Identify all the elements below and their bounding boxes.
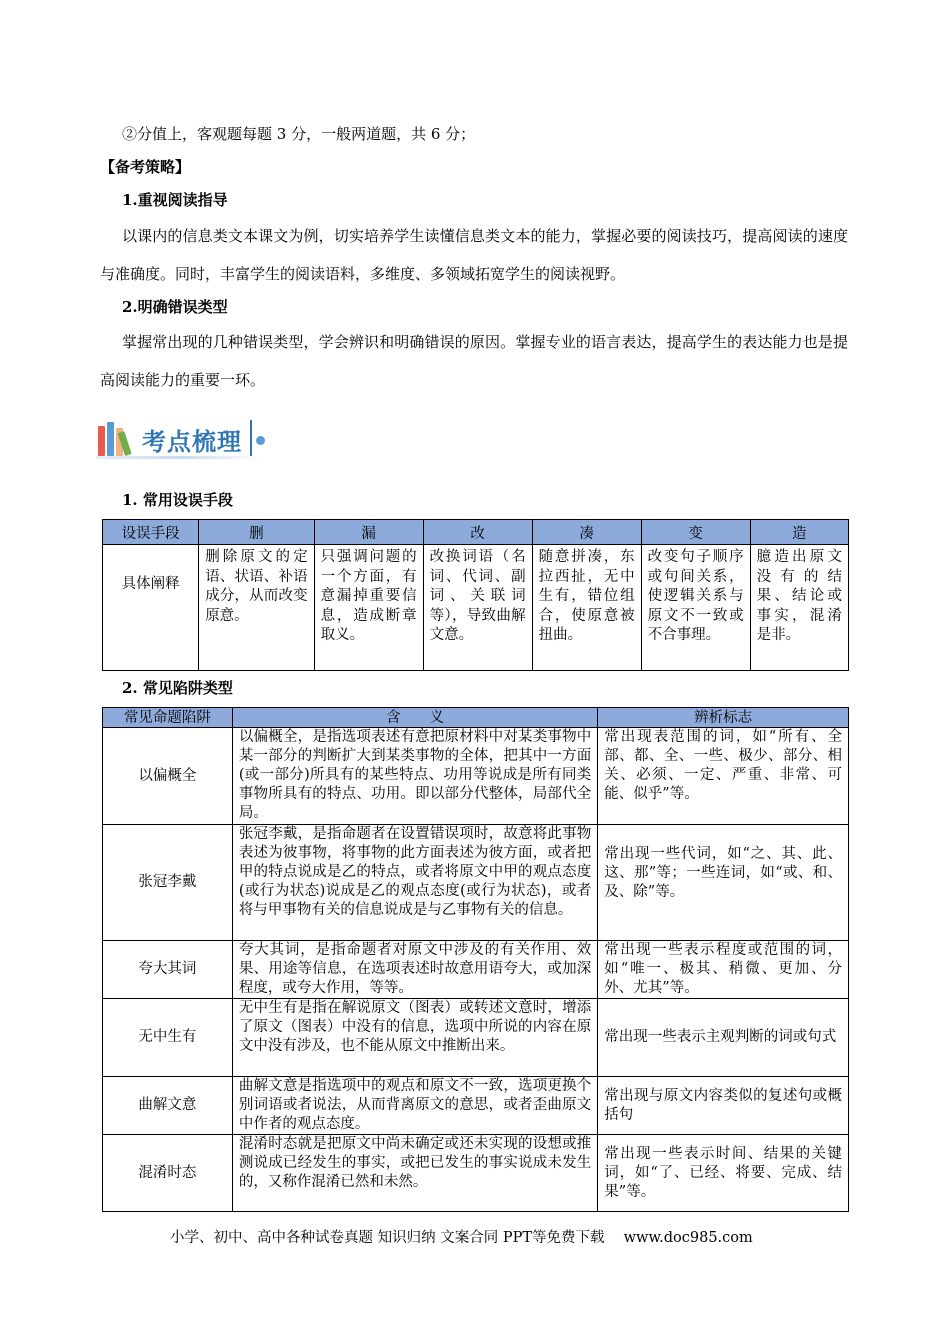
- section-body-1: 以课内的信息类文本课文为例，切实培养学生读懂信息类文本的能力，掌握必要的阅读技巧，提高阅读的速度与准确度。同时，丰富学生的阅读语料，多维度、多领域拓宽学生的阅读视野。: [100, 227, 848, 283]
- table-header-cell: 含 义: [232, 708, 597, 728]
- table-cell: 臆造出原文没有的结果、结论或事实，混淆是非。: [750, 545, 848, 671]
- row-label: 具体阐释: [103, 545, 199, 671]
- trap-name: 夸大其词: [103, 941, 233, 999]
- trap-meaning: 以偏概全，是指选项表述有意把原材料中对某类事物中某一部分的判断扩大到某类事物的全体，把其中一方面(或一部分)所具有的某些特点、功用等说成是所有同类事物所具有的特点、功用。即以部分代整体，局部代全局。: [232, 728, 597, 825]
- strategy-heading: 【备考策略】: [100, 158, 191, 176]
- table-row: [103, 1077, 849, 1135]
- banner-bar: [250, 420, 252, 456]
- banner-underline: [96, 456, 264, 459]
- section-title-2: 2.明确错误类型: [122, 298, 228, 316]
- section-body-2: 掌握常出现的几种错误类型，学会辨识和明确错误的原因。掌握专业的语言表达，提高学生的表达能力也是提高阅读能力的重要一环。: [100, 333, 848, 389]
- trap-flag: 常出现一些代词，如“之、其、此、这、那”等；一些连词，如“或、和、及、除”等。: [598, 825, 849, 941]
- table1-title: 1. 常用设误手段: [122, 491, 233, 509]
- table-header-cell: 删: [199, 520, 314, 545]
- trap-meaning: 张冠李戴，是指命题者在设置错误项时，故意将此事物表述为彼事物，将事物的此方面表述为彼方面，或者把甲的特点说成是乙的特点，或者将原文中甲的观点态度(或行为状态)说成是乙的观点态度(或行为状态)，或者将与甲事物有关的信息说成是与乙事物有关的信息。: [232, 825, 597, 941]
- trap-name: 混淆时态: [103, 1135, 233, 1212]
- trap-meaning: 混淆时态就是把原文中尚未确定或还未实现的设想或推测说成已经发生的事实，或把已发生的事实说成未发生的，又称作混淆已然和未然。: [232, 1135, 597, 1212]
- books-icon: [96, 422, 136, 456]
- table-row: [103, 545, 849, 671]
- trap-meaning: 无中生有是指在解说原文（图表）或转述文意时，增添了原文（图表）中没有的信息，选项中所说的内容在原文中没有涉及，也不能从原文中推断出来。: [232, 999, 597, 1077]
- table-cell: 改换词语（名词、代词、副词、关联词等），导致曲解文意。: [423, 545, 532, 671]
- table-cell: 删除原文的定语、状语、补语成分，从而改变原意。: [199, 545, 314, 671]
- trap-meaning: 曲解文意是指选项中的观点和原文不一致，选项更换个别词语或者说法，从而背离原文的意思，或者歪曲原文中作者的观点态度。: [232, 1077, 597, 1135]
- section-title-1: 1.重视阅读指导: [122, 191, 228, 209]
- table-header-row: [103, 708, 849, 728]
- table-cell: 只强调问题的一个方面，有意漏掉重要信息，造成断章取义。: [314, 545, 423, 671]
- trap-name: 无中生有: [103, 999, 233, 1077]
- table-header-cell: 辨析标志: [598, 708, 849, 728]
- banner-dot-icon: [256, 436, 265, 445]
- table-row: [103, 825, 849, 941]
- banner-title: 考点梳理: [142, 428, 242, 456]
- error-methods-table: [102, 519, 849, 671]
- trap-flag: 常出现与原文内容类似的复述句或概括句: [598, 1077, 849, 1135]
- trap-name: 张冠李戴: [103, 825, 233, 941]
- intro-line: ②分值上，客观题每题 3 分，一般两道题，共 6 分；: [122, 125, 476, 143]
- table-header-cell: 变: [641, 520, 750, 545]
- table-row: [103, 941, 849, 999]
- trap-meaning: 夸大其词，是指命题者对原文中涉及的有关作用、效果、用途等信息，在选项表述时故意用语夸大，或加深程度，或夸大作用，等等。: [232, 941, 597, 999]
- trap-types-table: [102, 707, 849, 1212]
- table-header-cell: 改: [423, 520, 532, 545]
- table-cell: 随意拼凑，东拉西扯，无中生有，错位组合，使原意被扭曲。: [532, 545, 641, 671]
- table-row: [103, 728, 849, 825]
- trap-flag: 常出现一些表示时间、结果的关键词，如“了、已经、将要、完成、结果”等。: [598, 1135, 849, 1212]
- table-row: [103, 1135, 849, 1212]
- table-header-cell: 凑: [532, 520, 641, 545]
- table-header-cell: 常见命题陷阱: [103, 708, 233, 728]
- page-footer: 小学、初中、高中各种试卷真题 知识归纳 文案合同 PPT等免费下载 www.doc985.com: [170, 1230, 753, 1246]
- trap-name: 曲解文意: [103, 1077, 233, 1135]
- trap-flag: 常出现表范围的词，如“所有、全部、都、全、一些、极少、部分、相关、必须、一定、严重、非常、可能、似乎”等。: [598, 728, 849, 825]
- table-cell: 改变句子顺序或句间关系，使逻辑关系与原文不一致或不合事理。: [641, 545, 750, 671]
- table-header-row: [103, 520, 849, 545]
- table2-title: 2. 常见陷阱类型: [122, 679, 233, 697]
- table-row: [103, 999, 849, 1077]
- table-header-cell: 设误手段: [103, 520, 199, 545]
- table-header-cell: 漏: [314, 520, 423, 545]
- trap-name: 以偏概全: [103, 728, 233, 825]
- trap-flag: 常出现一些表示主观判断的词或句式: [598, 999, 849, 1077]
- table-header-cell: 造: [750, 520, 848, 545]
- trap-flag: 常出现一些表示程度或范围的词，如“唯一、极其、稍微、更加、分外、尤其”等。: [598, 941, 849, 999]
- section-banner: [96, 412, 286, 462]
